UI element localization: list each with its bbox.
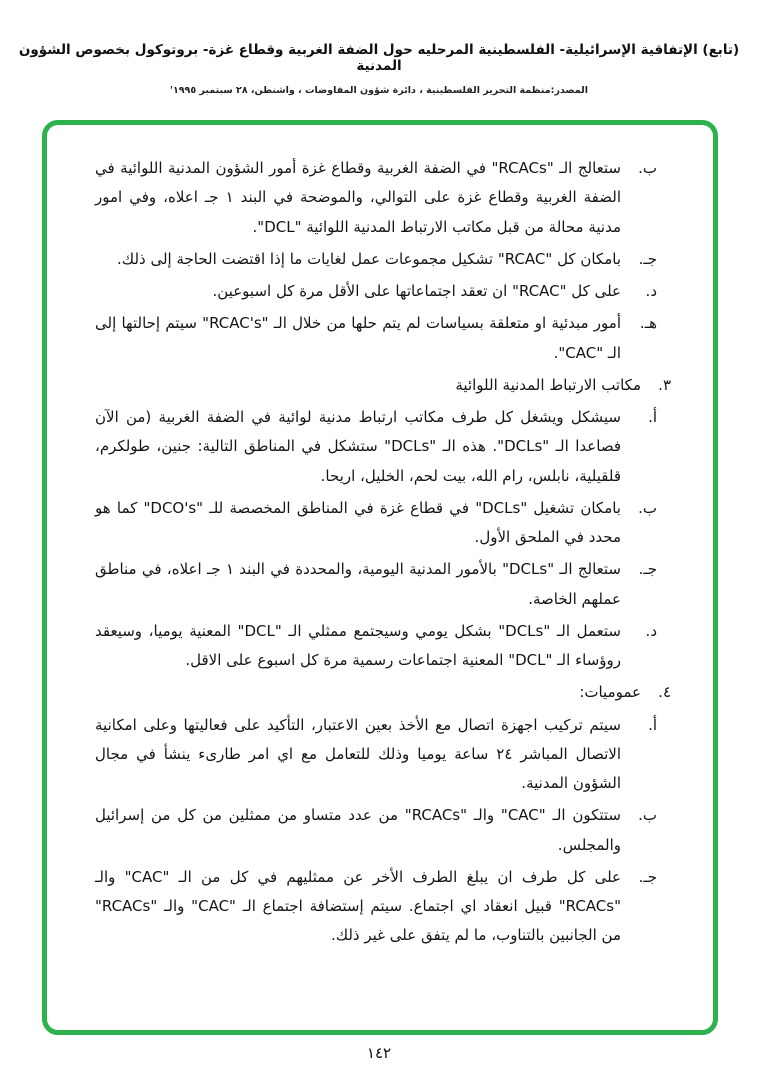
list-item	[95, 555, 657, 614]
list-item-text: سيشكل ويشغل كل طرف مكاتب ارتباط مدنية لوائية في الضفة الغربية (من الآن فصاعدا الـ "DCLs". هذه الـ "DCLs" ستشكل في المناطق التالية: جنين، طولكرم، قلقيلية، نابلس، رام الله، بيت لحم، الخليل، اريحا.	[95, 408, 621, 485]
page-footer	[0, 1044, 758, 1062]
list-item-text: ستعالج الـ "RCACs" في الضفة الغربية وقطاع غزة أمور الشؤون المدنية اللوائية في الضفة الغربية وقطاع غزة على التوالي، والموضحة في البند ١ جـ اعلاه، وفي امور مدنية محالة من قبل مكاتب الارتباط المدنية اللوائية "DCL".	[95, 159, 621, 236]
list-item	[95, 403, 657, 491]
section-heading	[95, 678, 671, 707]
list-item-text: على كل "RCAC" ان تعقد اجتماعاتها على الأقل مرة كل اسبوعين.	[212, 282, 621, 300]
list-item	[95, 309, 657, 368]
section-heading-text: مكاتب الارتباط المدنية اللوائية	[455, 375, 641, 394]
list-item	[95, 863, 657, 951]
list-item-marker: جـ.	[638, 249, 657, 268]
list-item-marker: ب.	[638, 498, 657, 517]
list-item-text: على كل طرف ان يبلغ الطرف الأخر عن ممثليهم في كل من الـ "CAC" والـ "RCACs" قبيل انعقاد اي اجتماع. سيتم إستضافة اجتماع الـ "CAC" والـ "RCACs" من الجانبين بالتناوب، ما لم يتفق على غير ذلك.	[95, 867, 621, 945]
section-heading-marker: ٤.	[658, 683, 671, 702]
list-item	[95, 617, 657, 676]
page-number: ١٤٢	[366, 1044, 392, 1062]
list-item-marker: ب.	[638, 159, 657, 177]
list-item-marker: د.	[645, 621, 657, 640]
list-item-marker: أ.	[648, 715, 657, 734]
section-heading-marker: ٣.	[658, 375, 671, 394]
list-item-marker: جـ.	[638, 867, 657, 886]
document-body	[47, 125, 713, 974]
list-item-marker: ب.	[638, 806, 657, 825]
list-item-text: ستعالج الـ "DCLs" بالأمور المدنية اليومية، والمحددة في البند ١ جـ اعلاه، في مناطق عملهم الخاصة.	[95, 560, 621, 608]
list-item-text: ستعمل الـ "DCLs" بشكل يومي وسيجتمع ممثلي الـ "DCL" المعنية يوميا، وسيعقد روؤساء الـ "DCL" المعنية اجتماعات رسمية مرة كل اسبوع على الاقل.	[95, 621, 621, 669]
list-item	[95, 801, 657, 860]
list-item	[95, 494, 657, 553]
document-header	[0, 42, 758, 96]
content-frame	[42, 120, 718, 1035]
list-item-text: سيتم تركيب اجهزة اتصال مع الأخذ بعين الاعتبار، التأكيد على فعاليتها وعلى امكانية الاتصال المباشر ٢٤ ساعة يوميا وذلك للتعامل مع اي امر طارىء ينشأ في مجال الشؤون المدنية.	[95, 715, 622, 792]
list-item-text: بامكان تشغيل "DCLs" في قطاع غزة في المناطق المخصصة للـ "DCO's" كما هو محدد في الملحق الأول.	[95, 498, 621, 546]
document-title: (تابع) الإتفاقية الإسرائيلية- الفلسطينية المرحليه حول الضفة الغربية وقطاع غزة- بروتوكول بخصوص الشؤون المدنية	[18, 42, 740, 74]
list-item-text: أمور مبدئية او متعلقة بسياسات لم يتم حلها من خلال الـ "RCAC's" سيتم إحالتها إلى الـ "CAC".	[95, 314, 621, 362]
section-heading-text: عموميات:	[579, 683, 641, 702]
list-item	[95, 711, 657, 799]
list-item	[95, 245, 657, 274]
document-source-line: المصدر:منظمة التحرير الفلسطينية ، دائرة شؤون المفاوضات ، واشنطن، ٢٨ سبتمبر ١٩٩٥'	[170, 85, 588, 96]
list-item	[95, 277, 657, 306]
list-item-marker: أ.	[648, 408, 657, 426]
list-item-marker: هـ.	[639, 314, 657, 333]
list-item-marker: د.	[645, 282, 657, 300]
list-item	[95, 154, 657, 242]
list-item-text: ستتكون الـ "CAC" والـ "RCACs" من عدد متساو من ممثلين من كل من إسرائيل والمجلس.	[95, 806, 621, 854]
list-item-marker: جـ.	[638, 560, 657, 579]
section-heading	[95, 371, 671, 400]
list-item-text: بامكان كل "RCAC" تشكيل مجموعات عمل لغايات ما إذا اقتضت الحاجة إلى ذلك.	[117, 249, 621, 268]
